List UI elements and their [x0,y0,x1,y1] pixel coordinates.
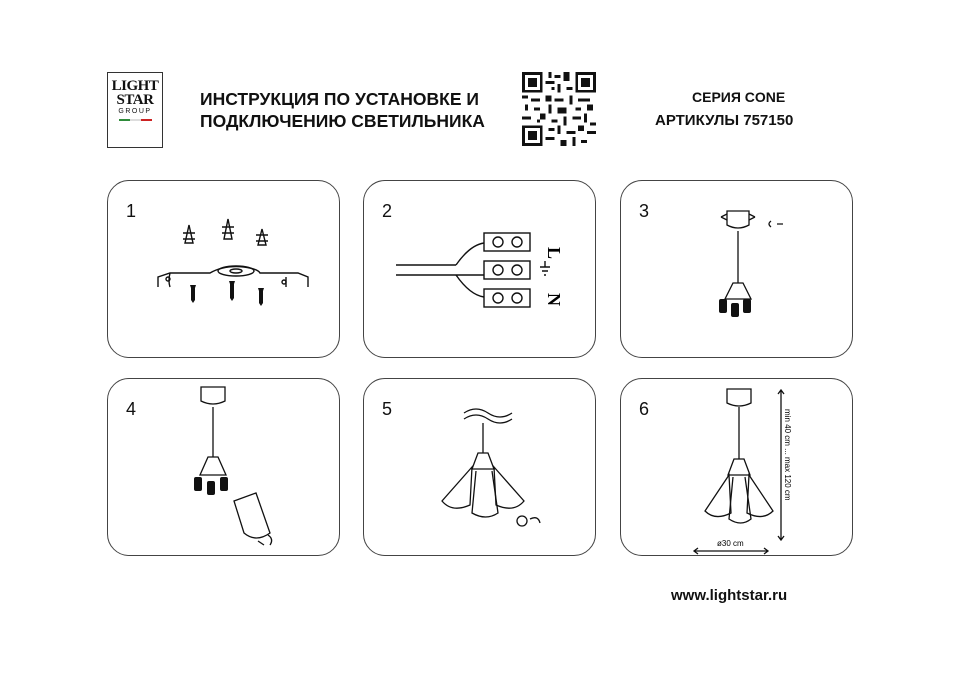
canopy-mounting-illustration [621,181,854,359]
website-link[interactable]: www.lightstar.ru [671,587,788,604]
live-wire-label: L [544,247,564,260]
document-title [200,88,485,132]
step-4-panel [107,378,340,556]
shade-installation-illustration [108,379,341,557]
step-1-panel [107,180,340,358]
mounting-bracket-illustration [108,181,341,359]
logo-line3: GROUP [118,108,152,115]
series-label: СЕРИЯ CONE [692,89,786,105]
article-label: АРТИКУЛЫ 757150 [655,112,794,129]
step-3-panel [620,180,853,358]
dimensions-illustration [621,379,854,557]
logo-line2: STAR [116,92,154,108]
italian-flag-stripe [108,119,162,121]
lamp-bulb-illustration [364,379,597,557]
neutral-wire-label: N [544,293,564,306]
step-number: 2 [382,201,393,221]
step-6-panel [620,378,853,556]
title-line1: ИНСТРУКЦИЯ ПО УСТАНОВКЕ И [200,89,479,109]
step-5-panel [363,378,596,556]
title-line2: ПОДКЛЮЧЕНИЮ СВЕТИЛЬНИКА [200,111,485,131]
step-number: 6 [639,399,650,419]
qr-code-icon [522,72,596,146]
lightstar-logo [107,72,163,148]
height-dimension-label: min 40 cm ... max 120 cm [783,409,792,501]
step-number: 4 [126,399,137,419]
step-number: 3 [639,201,650,221]
step-number: 5 [382,399,393,419]
step-2-panel [363,180,596,358]
diameter-dimension-label: ø30 cm [717,539,744,548]
step-number: 1 [126,201,137,221]
logo-line1: LIGHT [111,78,159,94]
wiring-terminal-illustration [364,181,597,359]
